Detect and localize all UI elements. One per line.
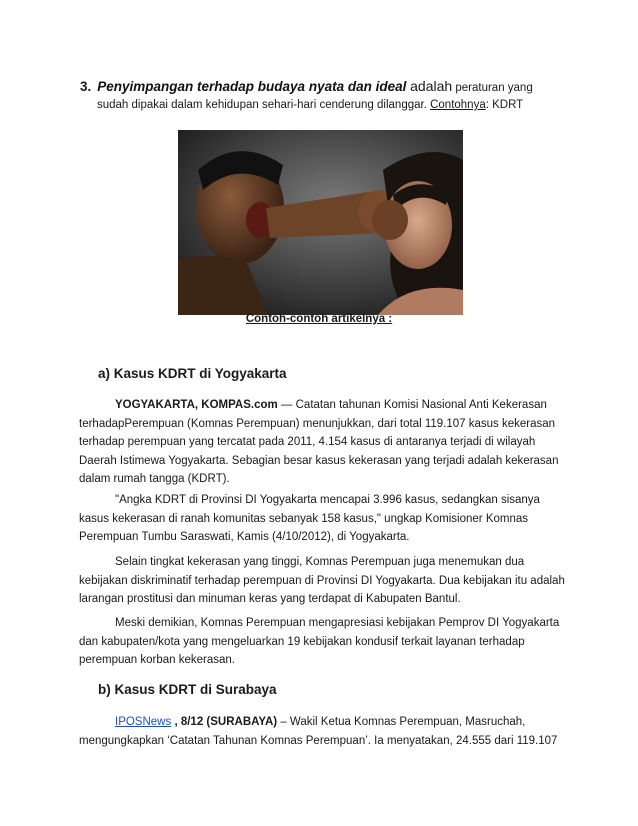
paragraph-a3 bbox=[79, 553, 569, 609]
paragraph-b1 bbox=[79, 713, 569, 750]
paragraph-a4 bbox=[79, 614, 569, 670]
subheading-b: b) Kasus KDRT di Surabaya bbox=[98, 682, 277, 697]
heading-adalah: adalah bbox=[410, 78, 453, 94]
heading-italic-title: Penyimpangan terhadap budaya nyata dan ideal bbox=[97, 79, 407, 94]
subheading-a: a) Kasus KDRT di Yogyakarta bbox=[98, 366, 287, 381]
paragraph-a3-text: Selain tingkat kekerasan yang tinggi, Komnas Perempuan juga menemukan dua kebijakan diskriminatif terhadap perempuan di Provinsi DI Yogyakarta. Dua kebijakan itu adalah larangan prostitusi dan minuman keras yang terdapat di Kabupaten Bantul. bbox=[79, 556, 565, 606]
paragraph-a4-text: Meski demikian, Komnas Perempuan mengapresiasi kebijakan Pemprov DI Yogyakarta dan kabupaten/kota yang mengeluarkan 19 kebijakan kondusif terkait layanan terhadap perempuan korban kekerasan. bbox=[79, 617, 560, 667]
heading-contohnya: Contohnya bbox=[430, 99, 486, 111]
kdrt-illustration bbox=[178, 130, 463, 315]
heading-line2-prefix: sudah dipakai dalam kehidupan sehari-hari cenderung dilanggar. bbox=[97, 99, 431, 111]
paragraph-a1 bbox=[79, 396, 569, 489]
paragraph-b1-lead: , 8/12 (SURABAYA) bbox=[171, 716, 278, 728]
paragraph-b1-text: – Wakil Ketua Komnas Perempuan, Masruchah, mengungkapkan ‘Catatan Tahunan Komnas Perempuan’. Ia menyatakan, 24.555 dari 119.107 bbox=[79, 716, 558, 747]
section-heading bbox=[80, 76, 580, 98]
paragraph-a2-text: "Angka KDRT di Provinsi DI Yogyakarta mencapai 3.996 kasus, sedangkan sisanya kasus kekerasan di ranah komunitas sebanyak 158 kasus," ungkap Komisioner Komnas Perempuan Tumbu Saraswati, Kamis (4/10/2012), di Yogyakarta. bbox=[79, 494, 540, 544]
caption-text: Contoh-contoh artikelnya : bbox=[245, 313, 393, 325]
paragraph-a1-text: — Catatan tahunan Komisi Nasional Anti Kekerasan terhadapPerempuan (Komnas Perempuan) menunjukkan, dari total 119.107 kasus kekerasan terhadap perempuan yang tercatat pada 2011, 4.154 kasus di antaranya terjadi di wilayah Daerah Istimewa Yogyakarta. Sebagian besar kasus kekerasan yang terjadi adalah kekerasan dalam rumah tangga (KDRT). bbox=[79, 399, 559, 486]
caption bbox=[0, 313, 638, 325]
paragraph-a1-lead: YOGYAKARTA, KOMPAS.com bbox=[115, 399, 278, 411]
heading-line-2 bbox=[97, 97, 523, 113]
kdrt-photo bbox=[178, 130, 463, 315]
heading-rest: peraturan yang bbox=[452, 82, 533, 94]
heading-line2-suffix: : KDRT bbox=[485, 99, 524, 111]
heading-number: 3. bbox=[80, 79, 92, 94]
paragraph-a2 bbox=[79, 491, 569, 547]
iposnews-link[interactable]: IPOSNews bbox=[115, 716, 172, 728]
